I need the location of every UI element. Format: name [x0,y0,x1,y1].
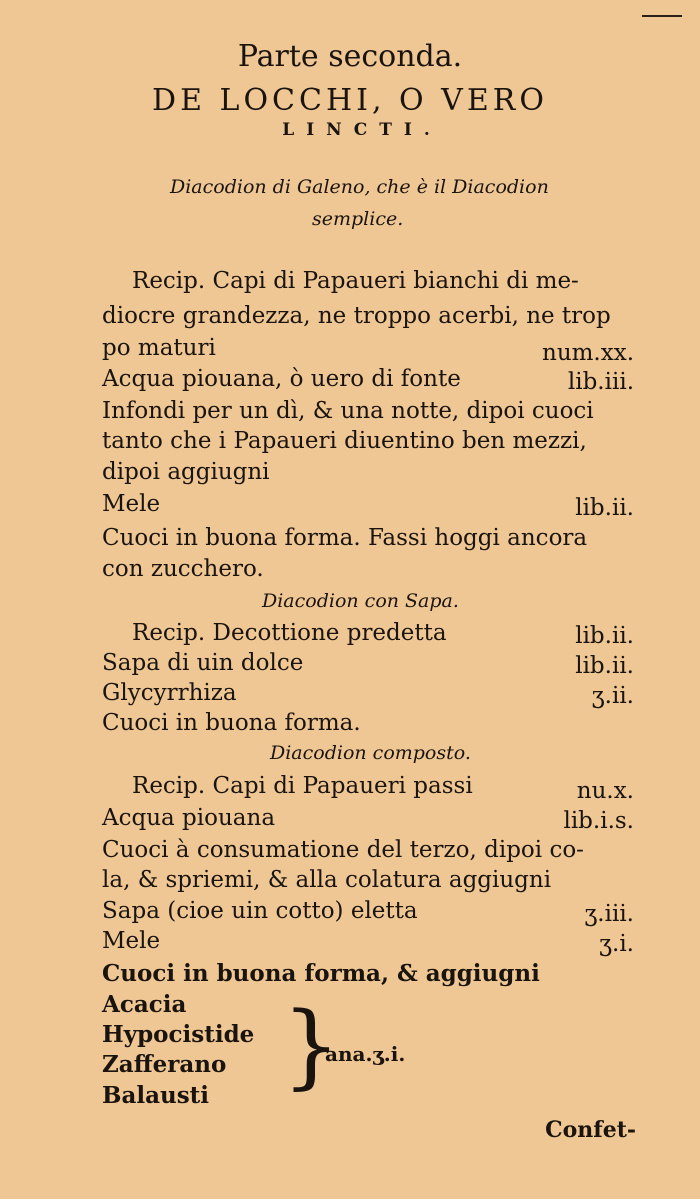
text-line: po maturi [102,335,216,361]
text-line: Cuoci in buona forma. [102,710,361,736]
recipe1-heading-cont: semplice. [312,208,404,230]
quantity: lib.iii. [567,369,634,395]
quantity: lib.ii. [575,623,634,649]
text-line: Recip. Capi di Papaueri passi [132,773,473,799]
ingredient: Acacia [102,991,187,1018]
text-line: Acqua piouana, ò uero di fonte [102,366,461,392]
running-head: Parte seconda. [237,39,463,74]
quantity: lib.i.s. [563,808,634,834]
text-line: con zucchero. [102,556,264,582]
catchword: Confet- [545,1117,636,1143]
quantity: lib.ii. [575,495,634,521]
text-line: Cuoci in buona forma. Fassi hoggi ancora [102,525,588,551]
top-rule [642,15,682,17]
text-line: Infondi per un dì, & una notte, dipoi cuoci [102,398,594,424]
recipe2-heading: Diacodion con Sapa. [262,590,459,612]
quantity: lib.ii. [575,653,634,679]
chapter-title: DE LOCCHI, O VERO [152,83,548,118]
text-line: Recip. Decottione predetta [132,620,447,646]
ingredient: Hypocistide [102,1021,255,1048]
recipe3-heading: Diacodion composto. [270,742,471,764]
quantity: ʒ.iii. [584,901,634,927]
text-line: la, & spriemi, & alla colatura aggiugni [102,867,552,893]
text-line: Cuoci in buona forma, & aggiugni [102,960,540,987]
recipe1-heading: Diacodion di Galeno, che è il Diacodion [170,176,549,198]
curly-brace: } [282,992,341,1099]
quantity: nu.x. [576,778,634,804]
text-line: Sapa (cioe uin cotto) eletta [102,898,418,924]
ingredient: Zafferano [102,1051,227,1078]
quantity: num.xx. [542,340,634,366]
ingredient: Balausti [102,1082,210,1109]
text-line: Cuoci à consumatione del terzo, dipoi co- [102,837,584,863]
brace-label: ana.ʒ.i. [325,1042,406,1066]
text-line: dipoi aggiugni [102,459,270,485]
text-line: Mele [102,491,161,517]
text-line: Acqua piouana [102,805,276,831]
text-line: Recip. Capi di Papaueri bianchi di me- [132,268,579,294]
text-line: Glycyrrhiza [102,680,237,706]
quantity: ʒ.i. [599,931,634,957]
quantity: ʒ.ii. [591,683,634,709]
text-line: tanto che i Papaueri diuentino ben mezzi, [102,428,587,454]
chapter-subtitle: LINCTI. [282,120,442,140]
text-line: Mele [102,928,161,954]
text-line: diocre grandezza, ne troppo acerbi, ne trop [102,303,611,329]
text-line: Sapa di uin dolce [102,650,304,676]
